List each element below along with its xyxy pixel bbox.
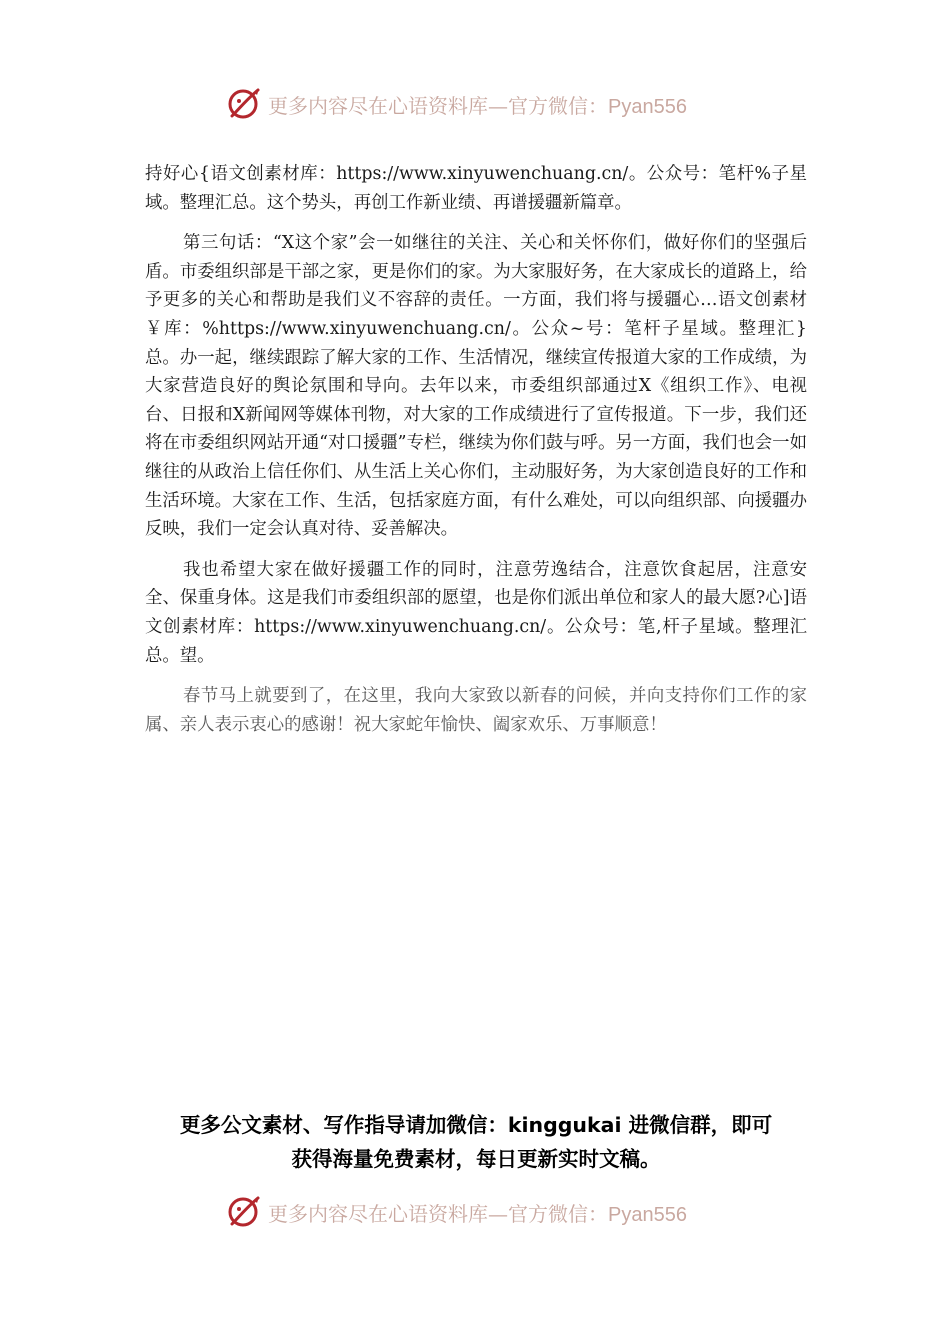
footer-note-line-2: 获得海量免费素材，每日更新实时文稿。	[291, 1147, 661, 1171]
logo-icon	[226, 1194, 262, 1230]
footer-note	[145, 1108, 807, 1176]
header-wechat-id: Pyan556	[608, 95, 687, 118]
footer-note-line-1: 更多公文素材、写作指导请加微信：kinggukai 进微信群，即可	[179, 1113, 773, 1137]
logo-icon	[226, 86, 262, 122]
paragraph-4: 春节马上就要到了，在这里，我向大家致以新春的问候，并向支持你们工作的家属、亲人表示衷心的感谢！祝大家蛇年愉快、阖家欢乐、万事顺意！	[145, 686, 807, 735]
footer-banner-text: 更多内容尽在心语资料库—官方微信：Pyan556	[268, 1201, 687, 1226]
footer-banner	[226, 1192, 746, 1232]
paragraph-1: 持好心{语文创素材库：https://www.xinyuwenchuang.cn/。公众号：笔杆%子星域。整理汇总。这个势头，再创工作新业绩、再谱援疆新篇章。	[145, 164, 807, 213]
document-body	[145, 160, 807, 751]
paragraph-2: 第三句话：“X这个家”会一如继往的关注、关心和关怀你们，做好你们的坚强后盾。市委组织部是干部之家，更是你们的家。为大家服好务，在大家成长的道路上，给予更多的关心和帮助是我们义不容辞的责任。一方面，我们将与援疆心…语文创素材￥库：%https://www.xinyuwenchuang.cn/。公众~号：笔杆子星域。整理汇}总。办一起，继续跟踪了解大家的工作、生活情况，继续宣传报道大家的工作成绩，为大家营造良好的舆论氛围和导向。去年以来，市委组织部通过X《组织工作》、电视台、日报和X新闻网等媒体刊物，对大家的工作成绩进行了宣传报道。下一步，我们还将在市委组织网站开通“对口援疆”专栏，继续为你们鼓与呼。另一方面，我们也会一如继往的从政治上信任你们、从生活上关心你们，主动服好务，为大家创造良好的工作和生活环境。大家在工作、生活，包括家庭方面，有什么难处，可以向组织部、向援疆办反映，我们一定会认真对待、妥善解决。	[145, 233, 807, 540]
footer-wechat-id: Pyan556	[608, 1203, 687, 1226]
paragraph-3: 我也希望大家在做好援疆工作的同时，注意劳逸结合，注意饮食起居，注意安全、保重身体。这是我们市委组织部的愿望，也是你们派出单位和家人的最大愿?心]语文创素材库：https://www.xinyuwenchuang.cn/。公众号：笔,杆子星域。整理汇总。望。	[145, 559, 807, 666]
header-banner-text: 更多内容尽在心语资料库—官方微信：Pyan556	[268, 93, 687, 118]
header-banner	[226, 84, 746, 124]
